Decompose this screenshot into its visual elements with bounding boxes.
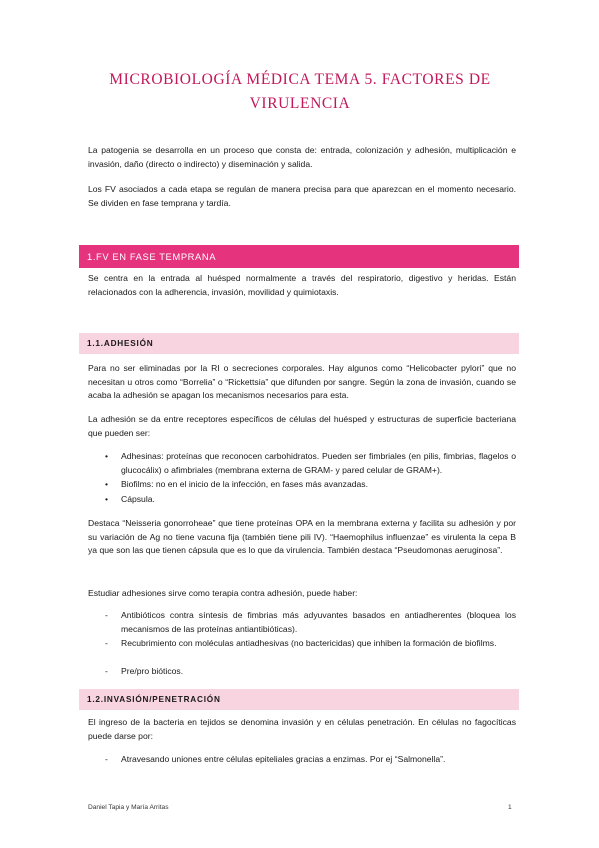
dash-icon: - bbox=[105, 754, 108, 764]
list-item bbox=[104, 478, 516, 492]
title-line-2: VIRULENCIA bbox=[249, 95, 351, 112]
list-item-text: Recubrimiento con moléculas antiadhesivas (no bactericidas) que inhiben la formación de biofilms. bbox=[121, 638, 497, 648]
invasion-paragraph-1: El ingreso de la bacteria en tejidos se denomina invasión y en células penetración. En células no fagocíticas puede darse por: bbox=[88, 717, 516, 741]
list-item-text: Pre/pro bióticos. bbox=[121, 666, 184, 676]
section-heading-1-2: 1.2.INVASIÓN/PENETRACIÓN bbox=[79, 689, 519, 710]
footer-authors: Daniel Tapia y María Arritas bbox=[88, 804, 169, 811]
list-item-text: Cápsula. bbox=[121, 494, 155, 504]
list-item-text: Atravesando uniones entre células epiteliales gracias a enzimas. Por ej “Salmonella”. bbox=[121, 754, 446, 764]
bullet-icon: • bbox=[105, 451, 109, 461]
list-item-text: Biofilms: no en el inicio de la infección, en fases más avanzadas. bbox=[121, 479, 368, 489]
list-item bbox=[104, 493, 516, 507]
section-heading-1-1: 1.1.ADHESIÓN bbox=[79, 333, 519, 354]
list-item bbox=[104, 753, 516, 767]
dash-icon: - bbox=[105, 666, 108, 676]
document-title bbox=[80, 68, 520, 116]
adhesion-paragraph-3: Destaca “Neisseria gonorroheae” que tiene proteínas OPA en la membrana externa y facilita su adhesión y por su variación de Ag no tiene vacuna fija (también tiene pili IV). “Haemophilus influenzae” es virulenta la cepa B ya que son las que tienen cápsula que es lo que da virulencia. También destaca “Pseudomonas aeruginosa”. bbox=[88, 518, 516, 556]
adhesion-paragraph-1: Para no ser eliminadas por la RI o secreciones corporales. Hay algunos como “Helicobacter pylori” que no necesitan u otros como “Borrelia” o “Rickettsia” que difunden por sangre. Según la zona de invasión, cuando se acaba la adhesión se apagan los mecanismos necesarios para esta. bbox=[88, 363, 516, 401]
page-number: 1 bbox=[508, 804, 512, 811]
list-item bbox=[104, 450, 516, 477]
intro-paragraph-1: La patogenia se desarrolla en un proceso que consta de: entrada, colonización y adhesión, multiplicación e invasión, daño (directo o indirecto) y diseminación y salida. bbox=[88, 145, 516, 169]
adhesion-paragraph-4: Estudiar adhesiones sirve como terapia contra adhesión, puede haber: bbox=[88, 588, 358, 598]
title-line-1: MICROBIOLOGÍA MÉDICA TEMA 5. FACTORES DE bbox=[109, 71, 491, 88]
list-item-text: Adhesinas: proteínas que reconocen carbohidratos. Pueden ser fimbriales (en pilis, fimbrias, flagelos o glucocálix) o afimbriales (membrana externa de GRAM- y pared celular de GRAM+). bbox=[121, 451, 516, 475]
bullet-icon: • bbox=[105, 494, 109, 504]
list-item bbox=[104, 665, 516, 679]
dash-icon: - bbox=[105, 638, 108, 648]
dash-icon: - bbox=[105, 610, 108, 620]
adhesion-paragraph-2: La adhesión se da entre receptores específicos de células del huésped y estructuras de superficie bacteriana que pueden ser: bbox=[88, 414, 516, 438]
list-item bbox=[104, 609, 516, 636]
list-item-text: Antibióticos contra síntesis de fimbrias más adyuvantes basados en antiadherentes (bloquea los mecanismos de las proteínas antiantibióticas). bbox=[121, 610, 516, 634]
list-item bbox=[104, 637, 516, 651]
intro-paragraph-2: Los FV asociados a cada etapa se regulan de manera precisa para que aparezcan en el momento necesario. Se dividen en fase temprana y tardía. bbox=[88, 184, 516, 208]
section-heading-1: 1.FV EN FASE TEMPRANA bbox=[79, 245, 519, 268]
bullet-icon: • bbox=[105, 479, 109, 489]
section-1-paragraph: Se centra en la entrada al huésped normalmente a través del respiratorio, digestivo y heridas. Están relacionados con la adherencia, invasión, movilidad y quimiotaxis. bbox=[88, 273, 516, 297]
